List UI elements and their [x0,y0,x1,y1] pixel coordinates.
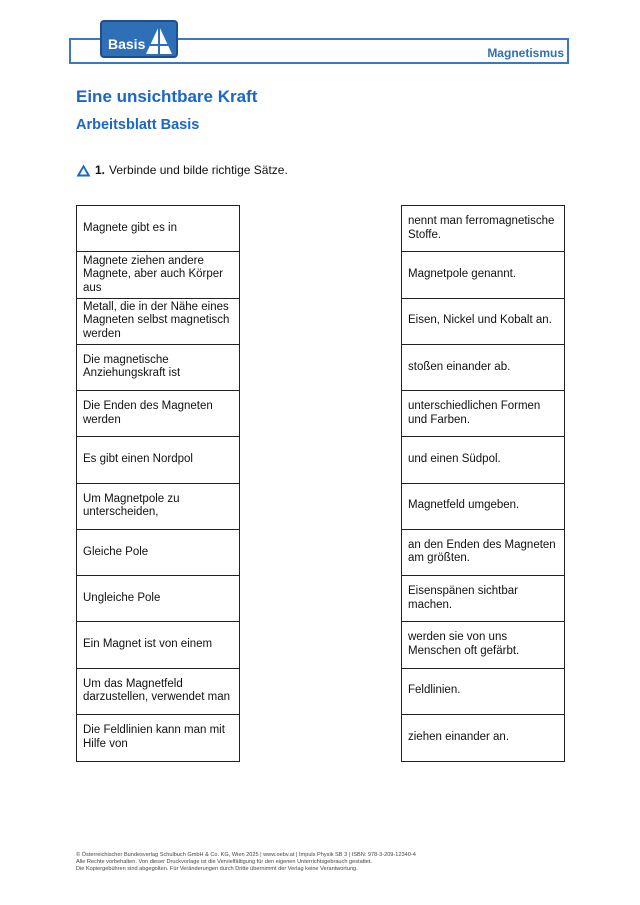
footer [76,852,416,874]
page-title: Eine unsichtbare Kraft [76,87,258,106]
task-number: 1. [95,163,106,177]
sentence-end-cell: Magnetpole genannt. [402,252,564,298]
task-instruction [76,163,288,177]
sentence-end-cell: Magnetfeld umgeben. [402,484,564,530]
sentence-start-cell: Magnete gibt es in [77,206,239,252]
right-column [401,205,565,762]
sentence-end-cell: Eisen, Nickel und Kobalt an. [402,299,564,345]
sentence-start-cell: Ein Magnet ist von einem [77,622,239,668]
sentence-start-cell: Um Magnetpole zu unterscheiden, [77,484,239,530]
sentence-start-cell: Es gibt einen Nordpol [77,437,239,483]
page-subtitle: Arbeitsblatt Basis [76,117,200,133]
sentence-end-cell: und einen Südpol. [402,437,564,483]
footer-line: Alle Rechte vorbehalten. Von dieser Druckvorlage ist die Vervielfältigung für den eigenen Unterrichtsgebrauch gestattet. [76,859,373,866]
sentence-end-cell: an den Enden des Magneten am größten. [402,530,564,576]
sentence-start-cell: Ungleiche Pole [77,576,239,622]
sentence-start-cell: Um das Magnetfeld darzustellen, verwendet man [77,669,239,715]
sentence-end-cell: Eisenspänen sichtbar machen. [402,576,564,622]
left-column [76,205,240,762]
footer-line: Die Kopiergebühren sind abgegolten. Für Veränderungen durch Dritte übernimmt der Verlag keine Verantwortung. [76,866,358,873]
sentence-end-cell: unterschiedlichen Formen und Farben. [402,391,564,437]
difficulty-triangle-icon [76,164,91,177]
sentence-start-cell: Die Feldlinien kann man mit Hilfe von [83,724,225,750]
header-topic: Magnetismus [487,46,564,60]
sentence-start-cell: Gleiche Pole [77,530,239,576]
basis-logo [100,20,178,58]
sentence-start-cell: Metall, die in der Nähe eines Magneten selbst magnetisch werden [77,299,239,345]
logo-text: Basis [108,36,146,52]
sentence-end-cell: nennt man ferromagnetische Stoffe. [402,206,564,252]
sentence-end-cell: ziehen einander an. [408,731,510,744]
sentence-end-cell: Feldlinien. [402,669,564,715]
sentence-end-cell: stoßen einander ab. [402,345,564,391]
sentence-start-cell: Die magnetische Anziehungskraft ist [77,345,239,391]
sentence-start-cell: Die Enden des Magneten werden [77,391,239,437]
pyramid-logo-icon [144,24,174,56]
sentence-start-cell: Magnete ziehen andere Magnete, aber auch Körper aus [77,252,239,298]
sentence-end-cell: werden sie von uns Menschen oft gefärbt. [402,622,564,668]
footer-line: © Österreichischer Bundesverlag Schulbuch GmbH & Co. KG, Wien 2025 | www.oebv.at | Impuls Physik SB 3 | ISBN: 978-3-209-12340-4 [76,852,416,858]
task-text: Verbinde und bilde richtige Sätze. [109,163,288,177]
